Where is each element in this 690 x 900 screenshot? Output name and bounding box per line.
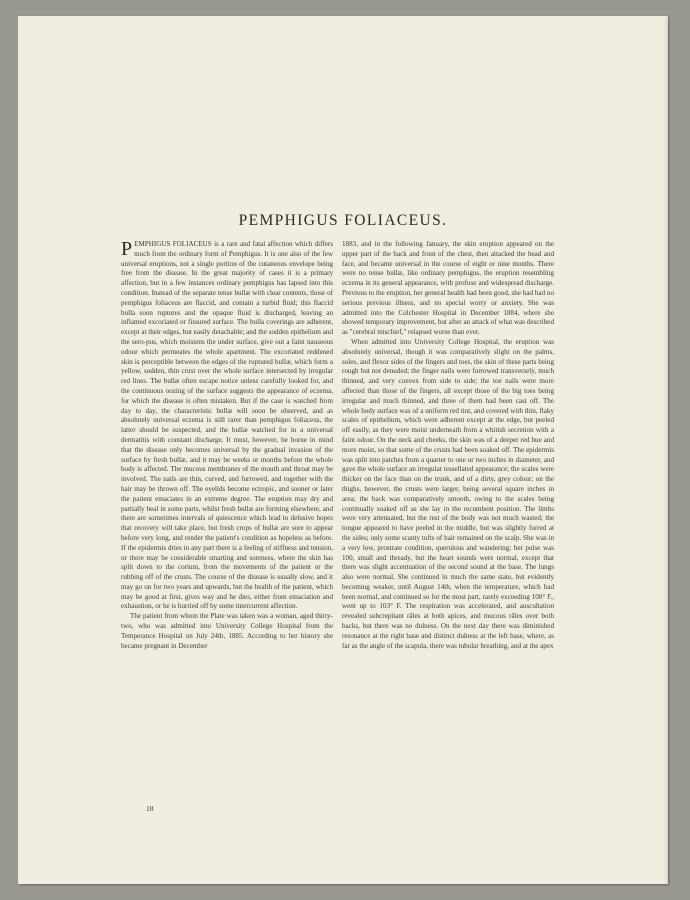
- paragraph-case-history: The patient from whom the Plate was taken was a woman, aged thirty-two, who was admitted into University College Hospital from the Temperance Hospital on July 24th, 1885. According to her history she became pregnant in December: [121, 612, 333, 650]
- paragraph-admission: When admitted into University College Hospital, the eruption was absolutely universal, though it was comparatively slight on the palms, soles, and flexor sides of the fingers and toes, the skin of these parts being rough but not denuded; the finger nails were furrowed transversely, much thinned, and very convex from side to side; the toe nails were more affected than those of the fingers, all except those of the big toes being irregular and much thinned, and three of them had been cast off. The whole body surface was of a uniform red tint, and covered with thin, flaky scales of epithelium, which were adherent except at the edge, but peeled off easily, as they were moist underneath from a whitish secretion with a faint odour. On the neck and cheeks, the skin was of a deeper red hue and more moist, so that some of the crusts had been soaked off. The epidermis was split into patches from a quarter to one or two inches in diameter, and gave the whole surface an irregular tessellated appearance; the scales were thicker on the face than on the trunk, and of a dirty, grey colour; on the thighs, however, the crusts were larger, being several square inches in area; the back was comparatively smooth, owing to the scales being continually soaked off as she lay in the recumbent position. The limbs were very attenuated, but the rest of the body was not much wasted; the tongue appeared to have peeled in the middle, but was slightly furred at the sides; only some scanty tufts of hair remained on the scalp. She was in a very low, prostrate condition, querulous and wandering; her pulse was 100, small and thready, but the heart sounds were normal, except that there was slight accentuation of the second sound at the base. The lungs also were normal. She continued in much the same state, but evidently becoming weaker, until August 14th, when the temperature, which had been normal, and continued so for the most part, rarely exceeding 100° F., went up to 103° F. The respiration was accelerated, and auscultation revealed subcrepitant râles at both apices, and mucous râles over both backs, but there was no dulness. On the next day there was diminished resonance at the right base and distinct dulness at the left base, where, as far as the angle of the scapula, there was tubular breathing, and at the apex: [342, 337, 554, 650]
- right-column: [342, 240, 554, 651]
- book-page: [18, 16, 668, 884]
- paragraph-intro-text: EMPHIGUS FOLIACEUS is a rare and fatal affection which differs much from the ordinary form of Pemphigus. It is one also of the few universal eruptions, not a single portion of the cutaneous envelope being free from the disease. In the great majority of cases it is a primary affection, but in a few instances ordinary pemphigus has lapsed into this condition. Instead of the separate tense bullæ with clear contents, those of pemphigus foliaceus are flaccid, and contain a turbid fluid; this flaccid bulla soon ruptures and the opaque fluid is discharged, leaving an inflamed excoriated or fissured surface. The bulla coverings are adherent, except at their edges, but easily detachable; and the sodden epithelium and the sero-pus, which moistens the under surface, give out a faint nauseous odour which permeates the whole apartment. The excoriated reddened skin is perceptible between the edges of the ruptured bullæ, which form a yellow, sodden, thin crust over the whole surface intersected by irregular red lines. The bullæ often escape notice unless carefully looked for, and the continuous oozing of the surface suggests the appearance of eczema, for which the disease is often mistaken. But if the case is watched from day to day, the characteristic bullæ will soon be observed, and as absolutely universal eczema is still rarer than pemphigus foliaceus, the latter should be suspected, and the bullæ watched for in a universal dermatitis with constant discharge. It must, however, be borne in mind that the disease only becomes universal by the gradual invasion of the surface by fresh bullæ, and it may be weeks or months before the whole body is affected. The mucous membranes of the mouth and throat may be involved. The nails are thin, curved, and furrowed, and together with the hair may be thrown off. The eyelids become ectropic, and sooner or later the patient emaciates in an extreme degree. The eruption may dry and partially heal in some parts, whilst fresh bullæ are forming elsewhere, and there are sometimes intervals of quiescence which lead to delusive hopes that recovery will take place, but fresh crops of bullæ are sure to appear before very long, and render the patient's condition as hopeless as before. If the epidermis dries in any part there is a feeling of stiffness and tension, or there may be considerable smarting and soreness, where the skin has split down to the corium, from the movements of the patient or the rubbing off of the crusts. The course of the disease is usually slow, and it may go on for two years and upwards, but the health of the patient, which may be good at first, gives way and he dies, either from emaciation and exhaustion, or he is hurried off by some intercurrent affection.: [121, 240, 333, 611]
- paragraph-case-continued: 1883, and in the following January, the skin eruption appeared on the upper part of the back and front of the chest, then attacked the head and face, and became universal in the course of eight or nine months. There were no tense bullæ, like ordinary pemphigus, the eruption resembling eczema in its general appearance, with profuse and widespread discharge. Previous to the eruption, her general health had been good, she had had no serious previous illness, and no special worry or anxiety. She was admitted into the Colchester Hospital in December 1884, where she showed temporary improvement, but after an attack of what was described as "cerebral mischief," relapsed worse than ever.: [342, 240, 554, 337]
- page-number: 18: [146, 804, 154, 813]
- left-column: [121, 240, 333, 651]
- paragraph-intro: [121, 240, 333, 612]
- drop-cap: P: [121, 238, 133, 260]
- article-title: PEMPHIGUS FOLIACEUS.: [238, 212, 448, 229]
